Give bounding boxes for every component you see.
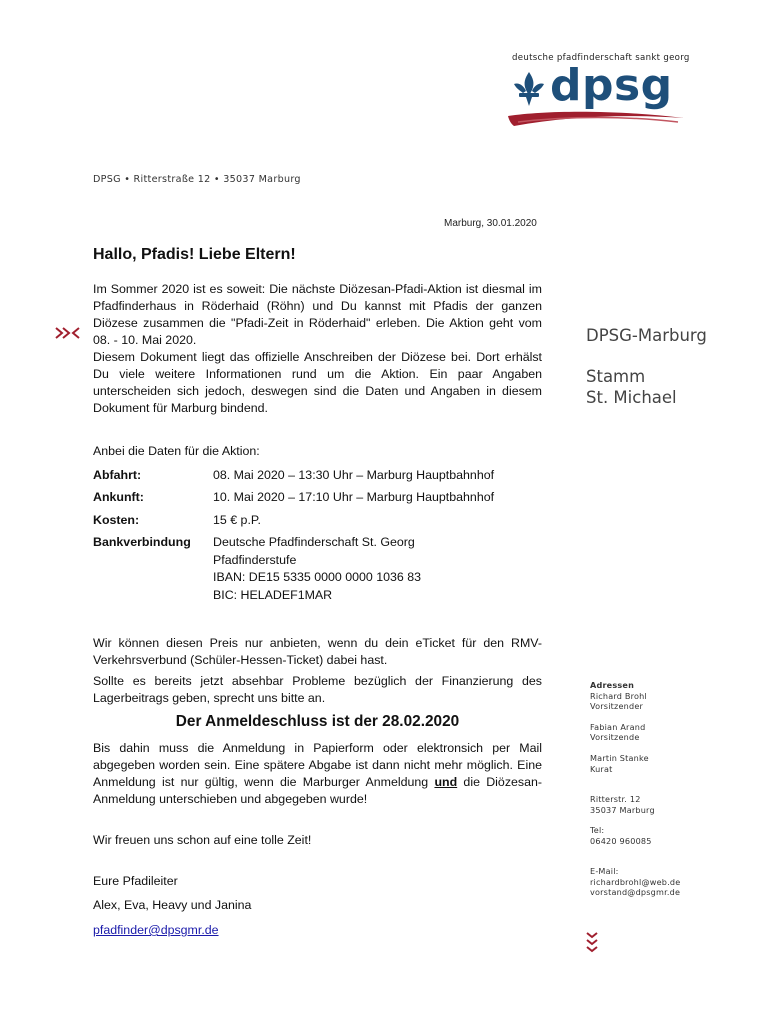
registration-text-2: die Diözesan-Anmeldung unterschieben und abgegeben wurde! [93,775,543,806]
registration-paragraph [93,740,542,808]
sidebar-mail-1: richardbrohl@web.de [590,877,681,887]
ankunft-label: Ankunft: [93,490,144,504]
bank-iban: IBAN: DE15 5335 0000 0000 1036 83 [213,570,422,584]
closing-line: Wir freuen uns schon auf eine tolle Zeit! [93,833,312,847]
sidebar-mail-2: vorstand@dpsgmr.de [590,887,681,897]
bank-details [213,534,421,604]
document-info-paragraph: Diesem Dokument liegt das offizielle Anschreiben der Diözese bei. Dort erhälst Du viele weitere Informationen rund um die Aktion. Ein paar Angaben unterscheiden sich jedoch, deswegen sind die Daten und Angaben in diesem Dokument für Marburg bindend. [93,350,542,415]
sidebar-person2-role: Vorsitzende [590,732,640,742]
logo-wordmark: dpsg [550,60,673,111]
registration-text-1: Bis dahin muss die Anmeldung in Papierform oder elektronsich per Mail abgegeben worden sein. Eine spätere Abgabe ist dann nicht mehr möglich. Eine Anmeldung ist nur gültig, wenn die Marburger Anmeldung [93,741,542,789]
details-intro: Anbei die Daten für die Aktion: [93,444,260,458]
sidebar-tel-label: Tel: [590,825,605,835]
sidebar-person3-role: Kurat [590,764,613,774]
intro-paragraph: Im Sommer 2020 ist es soweit: Die nächste Diözesan-Pfadi-Aktion ist diesmal im Pfadfinderhaus in Röderhaid (Röhn) und Du kannst mit Pfadis der ganzen Diözese zusammen die "Pfadi-Zeit in Röderhaid" erleben. Die Aktion geht vom 08. - 10. Mai 2020. [93,282,542,347]
ticket-paragraph: Wir können diesen Preis nur anbieten, wenn du dein eTicket für den RMV-Verkehrsverbund (Schüler-Hessen-Ticket) dabei hast. [93,636,542,667]
sidebar-person1-role: Vorsitzender [590,701,644,711]
brand-swoosh-icon [508,108,684,130]
bank-subname: Pfadfinderstufe [213,552,297,567]
greeting-heading: Hallo, Pfadis! Liebe Eltern! [93,246,296,263]
sender-address-line: DPSG • Ritterstraße 12 • 35037 Marburg [93,174,301,185]
sidebar-city: 35037 Marburg [590,805,655,815]
sidebar-person1-name: Richard Brohl [590,691,647,701]
logo-tagline: deutsche pfadfinderschaft sankt georg [512,53,690,63]
side-org-stamm-name: St. Michael [586,388,677,407]
kosten-label: Kosten: [93,513,140,527]
sidebar-heading: Adressen [590,680,635,690]
fold-mark-arrows-icon [55,326,81,340]
abfahrt-value: 08. Mai 2020 – 13:30 Uhr – Marburg Hauptbahnhof [213,468,495,482]
letter-date: Marburg, 30.01.2020 [444,218,537,229]
contact-email-link[interactable]: pfadfinder@dpsgmr.de [93,923,219,937]
bank-bic: BIC: HELADEF1MAR [213,587,333,602]
sidebar-person3-name: Martin Stanke [590,753,649,763]
ankunft-value: 10. Mai 2020 – 17:10 Uhr – Marburg Hauptbahnhof [213,490,495,504]
financing-paragraph: Sollte es bereits jetzt absehbar Probleme bezüglich der Finanzierung des Lagerbeitrags geben, sprecht uns bitte an. [93,674,542,705]
bank-label: Bankverbindung [93,535,191,549]
leader-names: Alex, Eva, Heavy und Janina [93,898,252,912]
registration-emphasis: und [434,775,458,789]
sidebar-street: Ritterstr. 12 [590,794,641,804]
sidebar-mail-label: E-Mail: [590,866,619,876]
signoff-line: Eure Pfadileiter [93,874,178,888]
kosten-value: 15 € p.P. [213,513,262,527]
sidebar-person2-name: Fabian Arand [590,722,646,732]
abfahrt-label: Abfahrt: [93,468,142,482]
side-org-name: DPSG-Marburg [586,326,707,345]
deadline-heading: Der Anmeldeschluss ist der 28.02.2020 [175,713,460,730]
lily-emblem-icon [510,70,548,108]
chevron-down-icon [585,930,599,958]
sidebar-tel-value: 06420 960085 [590,836,652,846]
side-org-stamm: Stamm [586,367,646,386]
bank-name: Deutsche Pfadfinderschaft St. Georg [213,535,415,549]
